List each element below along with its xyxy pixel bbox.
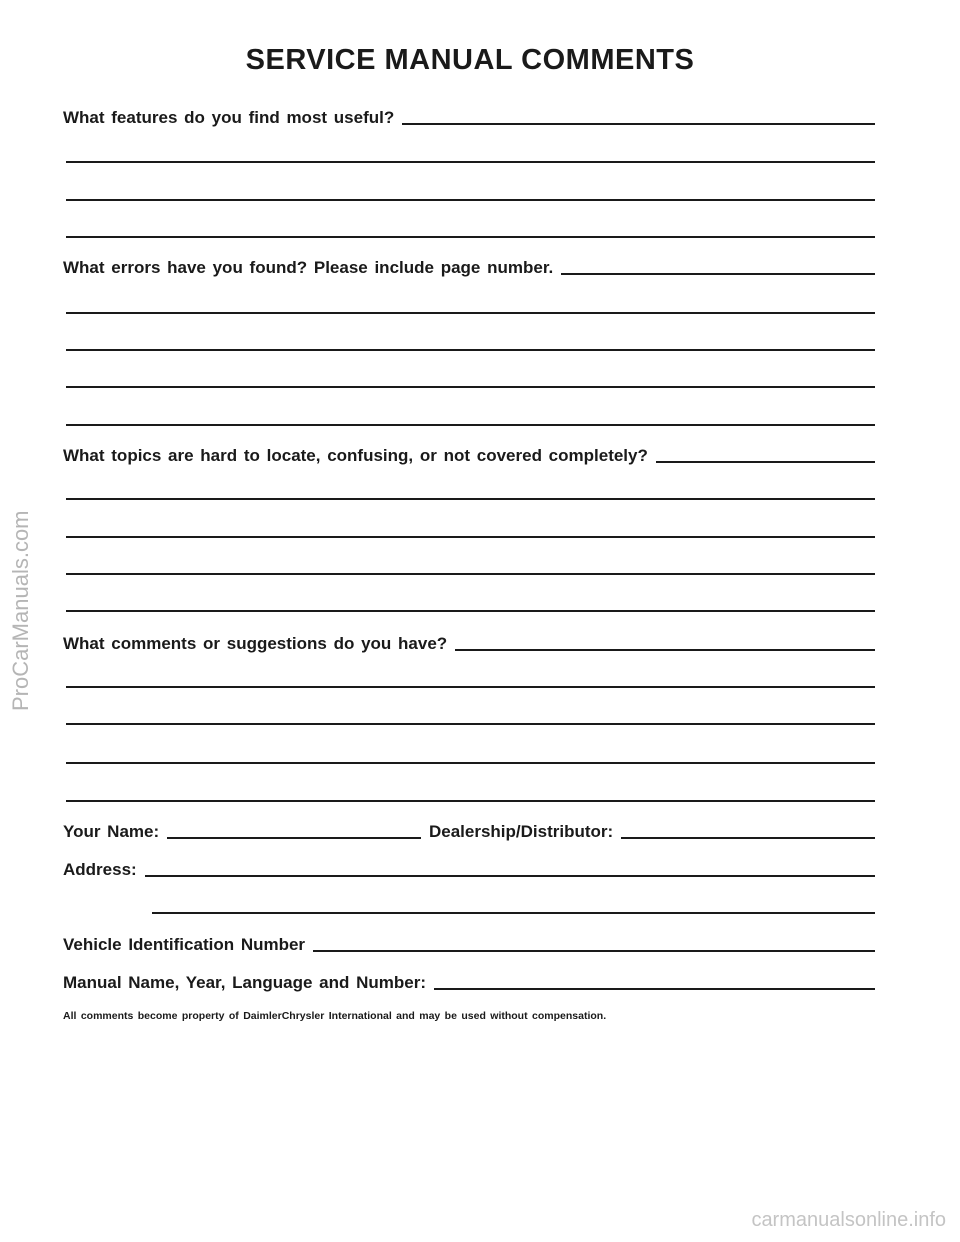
answer-line[interactable]	[66, 686, 875, 688]
answer-line[interactable]	[66, 349, 875, 351]
question-errors-label: What errors have you found? Please include page number.	[63, 258, 554, 277]
question-topics	[63, 442, 875, 464]
manual-row	[63, 969, 875, 991]
address-line-2[interactable]	[152, 912, 875, 914]
vin-field[interactable]	[313, 950, 875, 952]
answer-line[interactable]	[66, 312, 875, 314]
answer-line[interactable]	[66, 536, 875, 538]
answer-line[interactable]	[66, 236, 875, 238]
vin-row	[63, 931, 875, 953]
your-name-label: Your Name:	[63, 822, 160, 841]
address-row	[63, 856, 875, 878]
answer-line[interactable]	[66, 723, 875, 725]
answer-errors-field[interactable]	[561, 273, 875, 275]
answer-line[interactable]	[66, 386, 875, 388]
answer-comments-field[interactable]	[455, 649, 875, 651]
name-dealership-row	[63, 818, 875, 840]
answer-line[interactable]	[66, 161, 875, 163]
address-field[interactable]	[145, 875, 875, 877]
manual-label: Manual Name, Year, Language and Number:	[63, 973, 427, 992]
question-comments	[63, 630, 875, 652]
answer-line[interactable]	[66, 610, 875, 612]
manual-field[interactable]	[434, 988, 875, 990]
your-name-field[interactable]	[167, 837, 421, 839]
vin-label: Vehicle Identification Number	[63, 935, 306, 954]
answer-line[interactable]	[66, 424, 875, 426]
question-features-label: What features do you find most useful?	[63, 108, 395, 127]
dealership-label: Dealership/Distributor:	[428, 822, 614, 841]
footnote: All comments become property of DaimlerChrysler International and may be used without compensation.	[63, 1010, 607, 1022]
answer-line[interactable]	[66, 762, 875, 764]
question-topics-label: What topics are hard to locate, confusing, or not covered completely?	[63, 446, 648, 465]
dealership-field[interactable]	[621, 837, 875, 839]
answer-line[interactable]	[66, 800, 875, 802]
address-label: Address:	[63, 860, 137, 879]
watermark-bottom: carmanualsonline.info	[751, 1209, 946, 1231]
watermark-side: ProCarManuals.com	[8, 510, 33, 711]
answer-topics-field[interactable]	[656, 461, 875, 463]
answer-features-field[interactable]	[402, 123, 875, 125]
question-features	[63, 104, 875, 126]
question-errors	[63, 254, 875, 276]
answer-line[interactable]	[66, 199, 875, 201]
answer-line[interactable]	[66, 573, 875, 575]
question-comments-label: What comments or suggestions do you have?	[63, 634, 448, 653]
answer-line[interactable]	[66, 498, 875, 500]
page-title: SERVICE MANUAL COMMENTS	[245, 44, 695, 76]
